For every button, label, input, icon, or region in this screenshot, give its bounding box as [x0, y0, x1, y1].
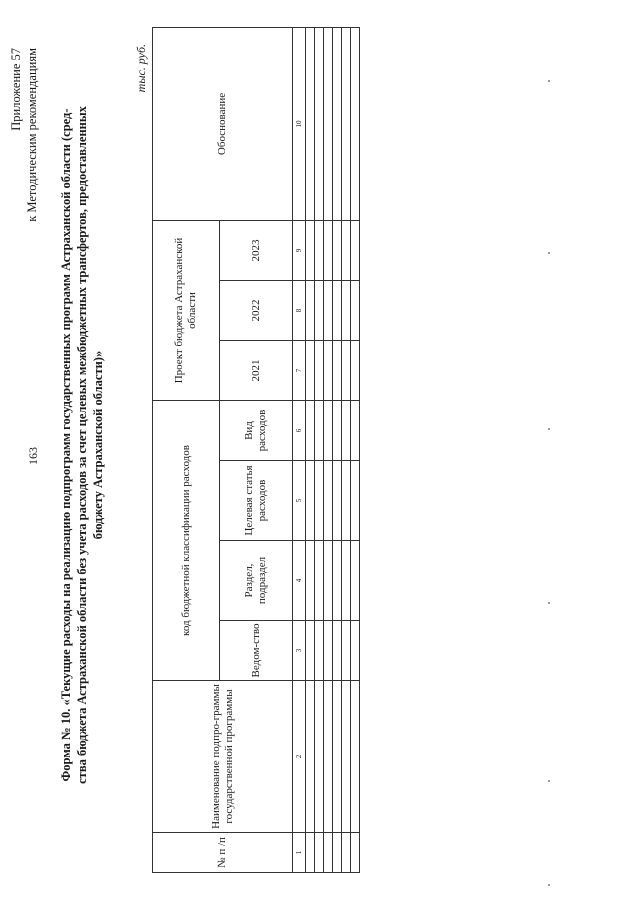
header-2023: 2023	[220, 220, 293, 280]
empty-cell	[351, 461, 360, 541]
empty-cell	[324, 401, 333, 461]
empty-cell	[315, 461, 324, 541]
empty-cell	[315, 401, 324, 461]
empty-cell	[315, 27, 324, 220]
empty-cell	[333, 681, 342, 833]
empty-cell	[351, 621, 360, 681]
empty-cell	[333, 621, 342, 681]
empty-cell	[342, 541, 351, 621]
header-no: № п /п	[153, 833, 293, 873]
empty-cell	[306, 341, 315, 401]
page-number: 163	[26, 447, 40, 465]
header-section: Раздел, подраздел	[220, 541, 293, 621]
header-reason: Обоснование	[153, 27, 293, 220]
empty-cell	[315, 281, 324, 341]
col-number-6: 6	[293, 401, 306, 461]
expense-table	[152, 27, 360, 873]
header-type: Вид расходов	[220, 401, 293, 461]
col-number-4: 4	[293, 541, 306, 621]
empty-cell	[324, 541, 333, 621]
empty-cell	[306, 27, 315, 220]
header-2022: 2022	[220, 281, 293, 341]
empty-cell	[324, 621, 333, 681]
empty-cell	[324, 681, 333, 833]
empty-cell	[333, 220, 342, 280]
appendix-line-2: к Методическим рекомендациям	[25, 48, 39, 222]
empty-cell	[315, 621, 324, 681]
empty-cell	[342, 401, 351, 461]
empty-cell	[342, 27, 351, 220]
appendix-line-1: Приложение 57	[9, 48, 23, 131]
empty-cell	[306, 401, 315, 461]
form-title-line-3: бюджету Астраханской области)»	[91, 350, 105, 540]
empty-cell	[306, 541, 315, 621]
empty-cell	[333, 27, 342, 220]
empty-cell	[351, 220, 360, 280]
empty-cell	[342, 341, 351, 401]
appendix-note	[8, 48, 40, 222]
empty-cell	[342, 681, 351, 833]
empty-cell	[342, 833, 351, 873]
empty-cell	[315, 681, 324, 833]
empty-cell	[306, 833, 315, 873]
empty-cell	[315, 541, 324, 621]
empty-cell	[333, 281, 342, 341]
empty-cell	[333, 401, 342, 461]
col-number-2: 2	[293, 681, 306, 833]
header-dept: Ведом-ство	[220, 621, 293, 681]
header-target: Целевая статья расходов	[220, 461, 293, 541]
col-number-1: 1	[293, 833, 306, 873]
empty-cell	[315, 220, 324, 280]
empty-cell	[315, 341, 324, 401]
table-row	[342, 27, 351, 872]
header-kbk-group: код бюджетной классификации расходов	[153, 401, 220, 681]
scan-speck	[548, 602, 550, 604]
empty-cell	[306, 220, 315, 280]
table-row	[351, 27, 360, 872]
empty-cell	[306, 281, 315, 341]
empty-cell	[306, 621, 315, 681]
scan-speck	[548, 80, 550, 82]
col-number-8: 8	[293, 281, 306, 341]
table-row	[306, 27, 315, 872]
empty-cell	[351, 281, 360, 341]
empty-cell	[342, 621, 351, 681]
form-title-line-1: Форма № 10. «Текущие расходы на реализацию подпрограмм государственных программ Астраханской области (сред-	[59, 108, 73, 782]
scan-speck	[548, 252, 550, 254]
table-header-row-1	[153, 27, 220, 872]
empty-cell	[342, 461, 351, 541]
empty-cell	[333, 461, 342, 541]
col-number-10: 10	[293, 27, 306, 220]
empty-cell	[324, 27, 333, 220]
header-name: Наименование подпро-граммы государственной программы	[153, 681, 293, 833]
header-budget-group: Проект бюджета Астраханской области	[153, 220, 220, 400]
empty-cell	[351, 27, 360, 220]
table-row	[324, 27, 333, 872]
scan-speck	[548, 884, 550, 886]
col-number-3: 3	[293, 621, 306, 681]
col-number-7: 7	[293, 341, 306, 401]
scan-speck	[548, 780, 550, 782]
empty-cell	[351, 401, 360, 461]
empty-cell	[324, 833, 333, 873]
empty-cell	[342, 281, 351, 341]
empty-cell	[324, 281, 333, 341]
empty-cell	[324, 341, 333, 401]
table-row	[333, 27, 342, 872]
empty-cell	[351, 341, 360, 401]
empty-cell	[333, 833, 342, 873]
empty-cell	[351, 833, 360, 873]
col-number-9: 9	[293, 220, 306, 280]
table-row	[315, 27, 324, 872]
empty-cell	[333, 541, 342, 621]
form-title	[58, 25, 106, 865]
column-number-row	[293, 27, 306, 872]
empty-cell	[324, 461, 333, 541]
col-number-5: 5	[293, 461, 306, 541]
empty-cell	[324, 220, 333, 280]
empty-cell	[333, 341, 342, 401]
empty-cell	[306, 681, 315, 833]
form-title-line-2: ства бюджета Астраханской области без учета расходов за счет целевых межбюджетных трансфертов, предоставленных	[75, 106, 89, 784]
empty-cell	[351, 541, 360, 621]
units-label: тыс. руб.	[134, 44, 148, 93]
scan-speck	[548, 428, 550, 430]
empty-cell	[306, 461, 315, 541]
empty-cell	[351, 681, 360, 833]
empty-cell	[342, 220, 351, 280]
header-2021: 2021	[220, 341, 293, 401]
empty-cell	[315, 833, 324, 873]
